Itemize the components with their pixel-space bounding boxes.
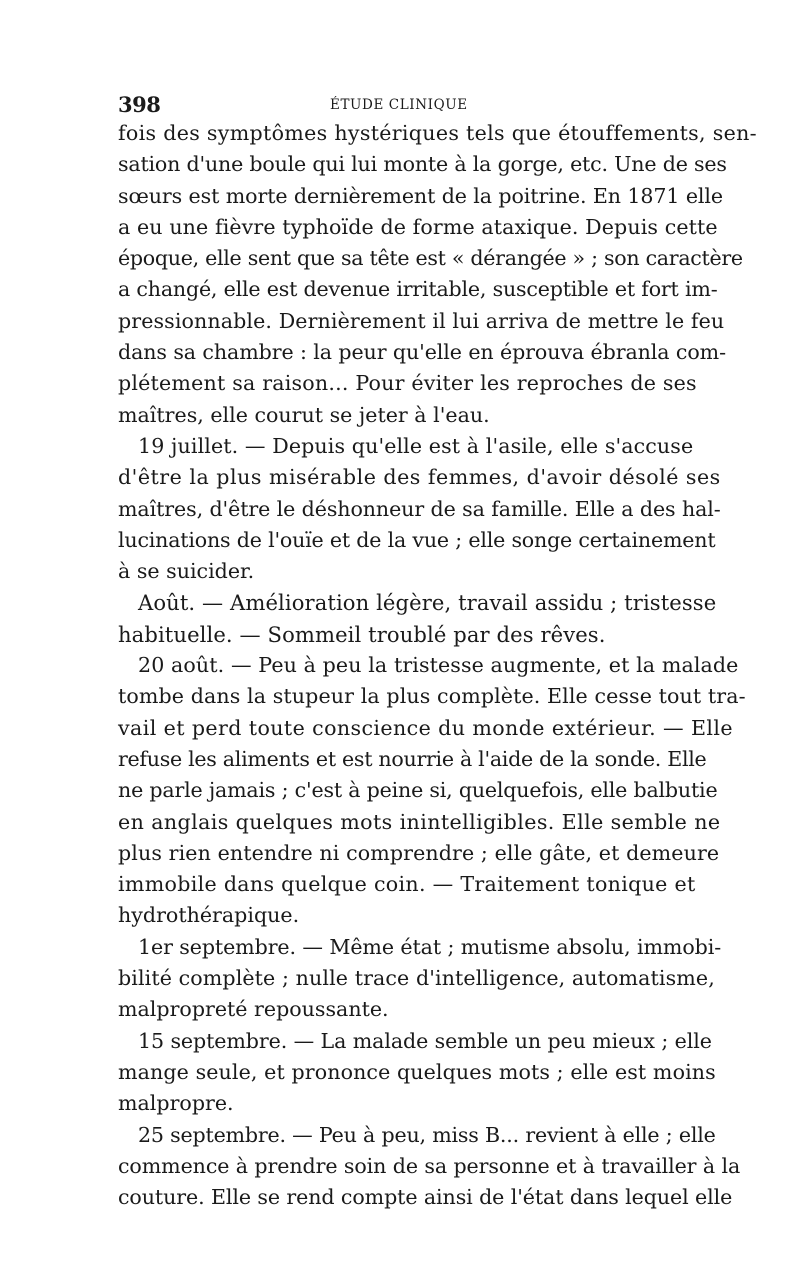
text-line: Août. — Amélioration légère, travail assidu ; tristesse xyxy=(138,590,717,616)
text-line: sœurs est morte dernièrement de la poitrine. En 1871 elle xyxy=(118,183,723,208)
text-line: a eu une fièvre typhoïde de forme ataxique. Depuis cette xyxy=(118,214,718,239)
text-line: maîtres, elle courut se jeter à l'eau. xyxy=(118,402,490,427)
text-line: mange seule, et prononce quelques mots ; elle est moins xyxy=(118,1059,716,1084)
text-line: 1er septembre. — Même état ; mutisme absolu, immobi- xyxy=(138,934,722,959)
text-line: bilité complète ; nulle trace d'intelligence, automatisme, xyxy=(118,966,715,991)
text-line: plus rien entendre ni comprendre ; elle gâte, et demeure xyxy=(118,840,720,865)
text-line: fois des symptômes hystériques tels que étouffements, sen- xyxy=(118,121,757,145)
text-line: tombe dans la stupeur la plus complète. Elle cesse tout tra- xyxy=(118,684,746,709)
text-line: dans sa chambre : la peur qu'elle en éprouva ébranla com- xyxy=(118,340,726,365)
text-line: vail et perd toute conscience du monde extérieur. — Elle xyxy=(118,715,733,740)
text-line: 15 septembre. — La malade semble un peu mieux ; elle xyxy=(138,1028,712,1053)
body-text xyxy=(118,118,757,1213)
text-line: lucinations de l'ouïe et de la vue ; elle songe certainement xyxy=(118,527,716,552)
text-line: plétement sa raison... Pour éviter les reproches de ses xyxy=(118,371,697,396)
text-line: époque, elle sent que sa tête est « dérangée » ; son caractère xyxy=(118,246,743,271)
text-line: hydrothérapique. xyxy=(118,903,300,928)
text-line: immobile dans quelque coin. — Traitement tonique et xyxy=(118,872,696,897)
text-line: sation d'une boule qui lui monte à la gorge, etc. Une de ses xyxy=(118,152,727,177)
page-number: 398 xyxy=(118,92,161,117)
text-line: 25 septembre. — Peu à peu, miss B... revient à elle ; elle xyxy=(138,1122,716,1147)
text-line: pressionnable. Dernièrement il lui arriva de mettre le feu xyxy=(118,308,725,333)
running-title: ÉTUDE CLINIQUE xyxy=(330,97,468,113)
text-line: 20 août. — Peu à peu la tristesse augmente, et la malade xyxy=(138,653,739,678)
text-line: refuse les aliments et est nourrie à l'aide de la sonde. Elle xyxy=(118,746,707,771)
text-line: couture. Elle se rend compte ainsi de l'état dans lequel elle xyxy=(118,1185,733,1210)
text-line: d'être la plus misérable des femmes, d'avoir désolé ses xyxy=(118,465,721,490)
text-line: habituelle. — Sommeil troublé par des rêves. xyxy=(118,621,606,647)
running-head xyxy=(118,92,678,116)
text-line: commence à prendre soin de sa personne et à travailler à la xyxy=(118,1153,741,1178)
text-line: malpropre. xyxy=(118,1091,234,1116)
text-line: ne parle jamais ; c'est à peine si, quelquefois, elle balbutie xyxy=(118,778,718,803)
text-line: en anglais quelques mots inintelligibles. Elle semble ne xyxy=(118,809,721,834)
text-line: à se suicider. xyxy=(118,559,255,584)
text-line: 19 juillet. — Depuis qu'elle est à l'asile, elle s'accuse xyxy=(138,433,694,458)
text-line: a changé, elle est devenue irritable, susceptible et fort im- xyxy=(118,277,718,302)
text-line: maîtres, d'être le déshonneur de sa famille. Elle a des hal- xyxy=(118,496,721,521)
text-line: malpropreté repoussante. xyxy=(118,997,389,1022)
